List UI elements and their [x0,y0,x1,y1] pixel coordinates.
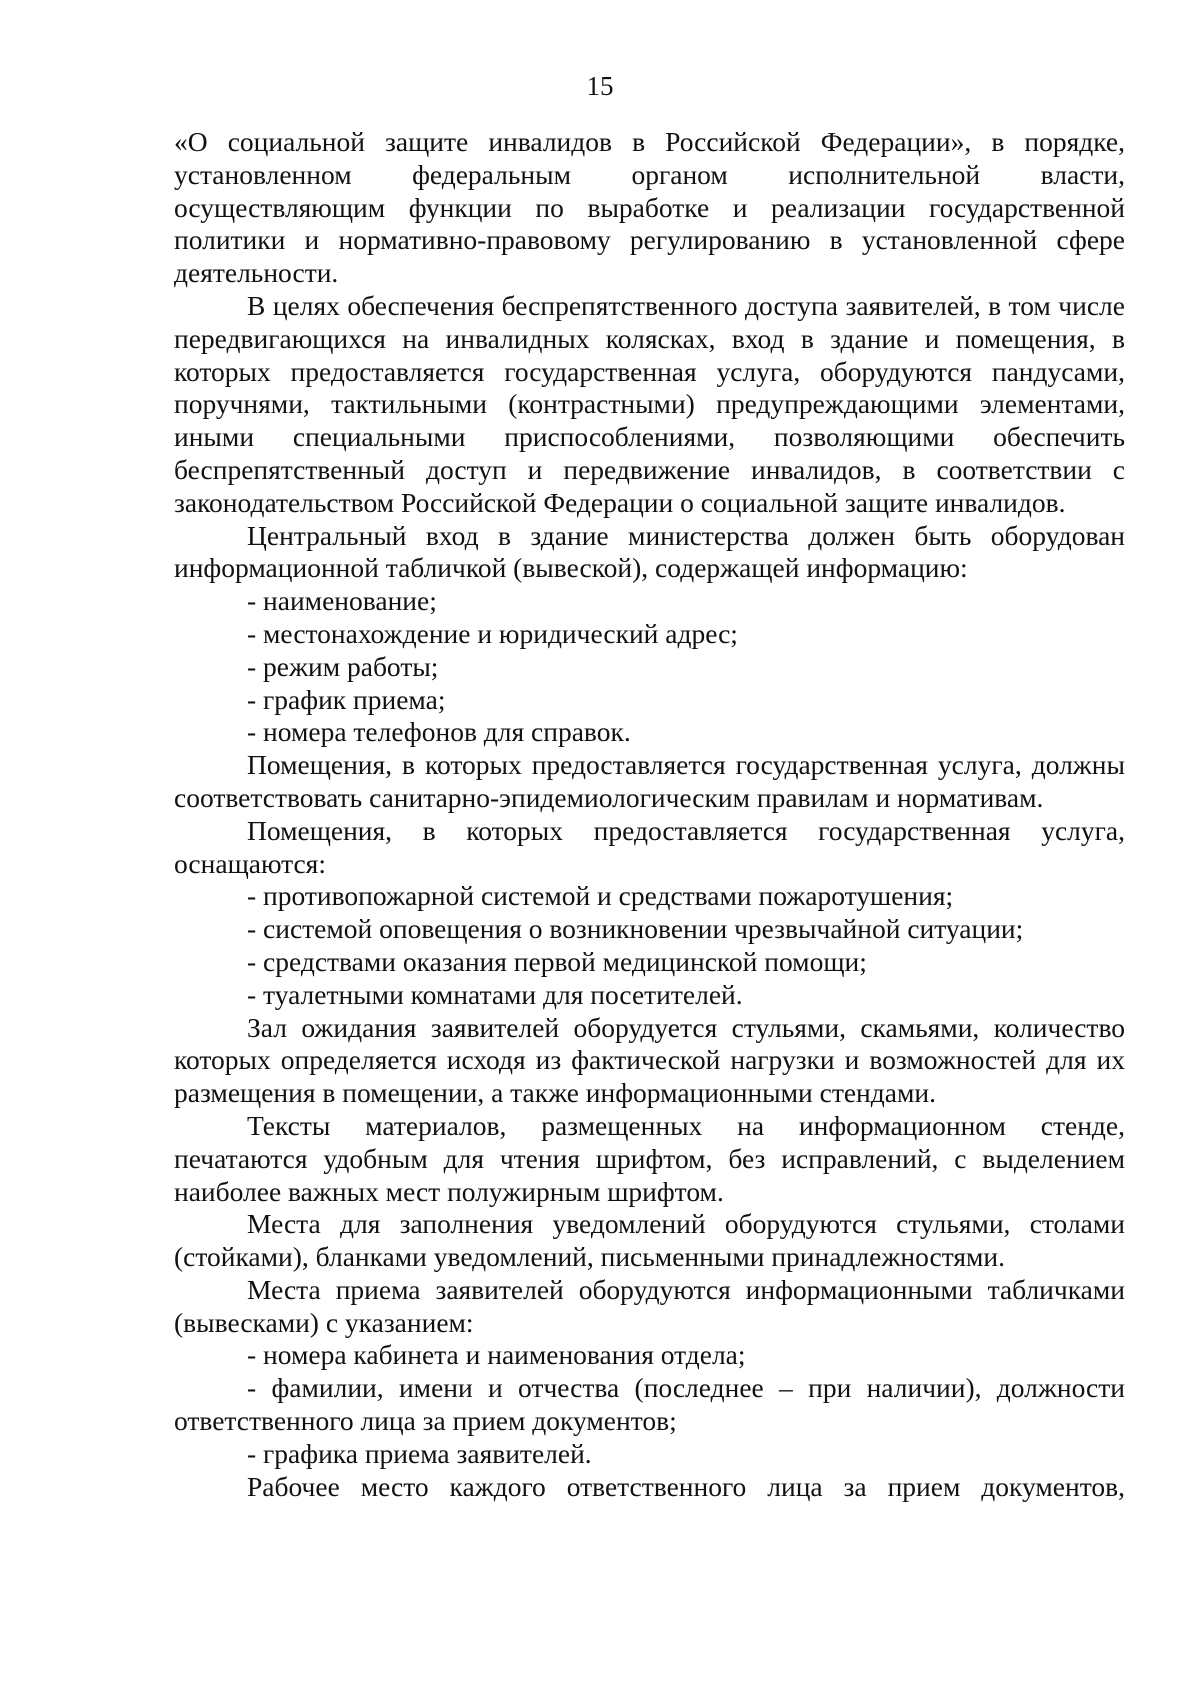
document-body [174,126,1125,1503]
list-item: - график приема; [247,683,446,715]
list-item: - фамилии, имени и отчества (последнее – при наличии), должности ответственного лица за прием документов; [174,1372,1125,1437]
page-number: 15 [586,71,614,101]
paragraph-reception-places: Места приема заявителей оборудуются информационными табличками (вывесками) с указанием: [174,1273,1125,1338]
list-item: - номера кабинета и наименования отдела; [247,1339,746,1371]
list-item: - режим работы; [247,650,439,682]
list-item: - туалетными комнатами для посетителей. [247,978,743,1010]
paragraph-law-reference: «О социальной защите инвалидов в Российской Федерации», в порядке, установленном федеральным органом исполнительной власти, осуществляющим функции по выработке и реализации государственной политики и нормативно-правовому регулированию в установленной сфере деятельности. [174,126,1125,289]
list-item: - средствами оказания первой медицинской помощи; [247,945,867,977]
paragraph-stand-texts: Тексты материалов, размещенных на информационном стенде, печатаются удобным для чтения шрифтом, без исправлений, с выделением наиболее важных мест полужирным шрифтом. [174,1109,1125,1207]
list-item: - наименование; [247,585,437,617]
list-item: - местонахождение и юридический адрес; [247,617,738,649]
list-item: - системой оповещения о возникновении чрезвычайной ситуации; [247,913,1024,945]
paragraph-accessibility: В целях обеспечения беспрепятственного доступа заявителей, в том числе передвигающихся на инвалидных колясках, вход в здание и помещения, в которых предоставляется государственная услуга, оборудуются пандусами, поручнями, тактильными (контрастными) предупреждающими элементами, иными специальными приспособлениями, позволяющими обеспечить беспрепятственный доступ и передвижение инвалидов, в соответствии с законодательством Российской Федерации о социальной защите инвалидов. [174,289,1125,518]
paragraph-equipment: Помещения, в которых предоставляется государственная услуга, оснащаются: [174,814,1125,879]
list-item: - противопожарной системой и средствами пожаротушения; [247,880,954,912]
list-item: - графика приема заявителей. [247,1437,592,1469]
paragraph-waiting-hall: Зал ожидания заявителей оборудуется стульями, скамьями, количество которых определяется исходя из фактической нагрузки и возможностей для их размещения в помещении, а также информационными стендами. [174,1011,1125,1109]
paragraph-workplace: Рабочее место каждого ответственного лица за прием документов, [247,1470,1125,1502]
paragraph-form-filling: Места для заполнения уведомлений оборудуются стульями, столами (стойками), бланками уведомлений, письменными принадлежностями. [174,1208,1125,1273]
paragraph-entrance-sign: Центральный вход в здание министерства должен быть оборудован информационной табличкой (вывеской), содержащей информацию: [174,519,1125,584]
paragraph-sanitary-rules: Помещения, в которых предоставляется государственная услуга, должны соответствовать санитарно-эпидемиологическим правилам и нормативам. [174,749,1125,813]
list-item: - номера телефонов для справок. [247,716,631,748]
